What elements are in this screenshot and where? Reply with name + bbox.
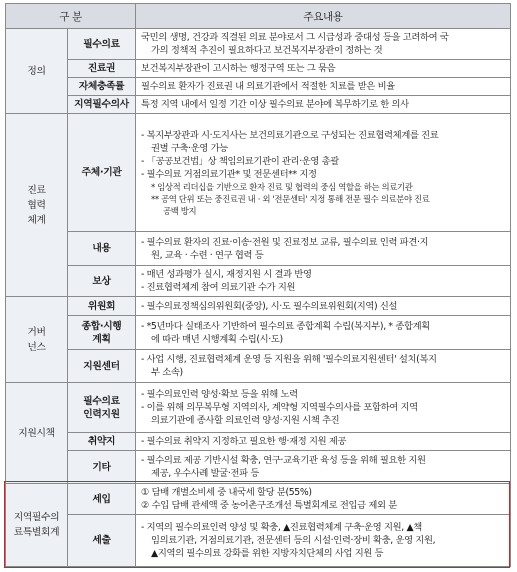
row-label: 위원회 — [68, 297, 136, 316]
table-row — [6, 383, 511, 433]
category-network — [6, 114, 68, 297]
label-line: 계획 — [92, 333, 111, 345]
row-label: 지역필수의사 — [68, 96, 136, 114]
content-line: - 진료협력체계 참여 의료기관 수가 지원 — [141, 282, 296, 293]
policy-summary-document — [5, 3, 511, 567]
content-line: 제공, 우수사례 발굴·전파 등 — [151, 468, 259, 479]
row-content — [136, 316, 511, 350]
category-line: 진료 — [27, 184, 46, 196]
content-line: - *5년마다 실태조사 기반하여 필수의료 종합계획 수립(복지부), * 종합계획 — [141, 320, 430, 332]
content-line: 부 소속) — [151, 367, 183, 378]
row-content — [136, 350, 511, 383]
content-line: - 필수의료 제공 기반시설 확충, 연구·교육기관 육성 등을 위해 필요한 지원 — [141, 455, 426, 466]
row-label: 진료권 — [68, 60, 136, 78]
content-line: ① 담배 개별소비세 중 내국세 할당 분(55%) — [141, 487, 312, 498]
table-row — [6, 266, 511, 297]
content-line: - 지역의 필수의료인력 양성 및 확충, ▲진료협력체계 구축·운영 지원, ▲책 — [141, 522, 422, 533]
table-row — [6, 232, 511, 266]
table-row — [6, 316, 511, 350]
row-content — [136, 96, 511, 114]
content-line: 보건복지부장관이 고시하는 행정구역 또는 그 묶음 — [141, 63, 336, 74]
row-content — [136, 451, 511, 484]
content-line: ② 수입 담배 관세액 중 농어촌구조개선 특별회계로 전입금 제외 분 — [141, 500, 397, 511]
table-header-row — [6, 4, 511, 29]
table-row — [6, 78, 511, 96]
row-content — [136, 114, 511, 232]
row-label: 세입 — [68, 484, 136, 515]
footnote-line: * 임상적 리더십을 기반으로 환자 진료 및 협력의 중심 역할을 하는 의료기관 — [151, 181, 413, 192]
row-content — [136, 383, 511, 433]
content-line: - 이를 위해 의무복무형 지역의사, 계약형 지역필수의사를 포함하여 지역 — [141, 402, 418, 413]
table-row — [6, 451, 511, 484]
table-row — [6, 114, 511, 232]
content-line: 에 따라 매년 시행계획 수립(시·도) — [151, 333, 283, 345]
row-content — [136, 232, 511, 266]
label-line: 종합·시행 — [81, 320, 122, 332]
category-line: 체계 — [27, 214, 46, 226]
content-line: - 필수의료 환자의 진료·이송·전원 및 진료정보 교류, 필수의료 인력 파견·지 — [141, 236, 429, 248]
category-line: 료특별회계 — [13, 527, 60, 538]
content-line: 원, 교육 · 수련 · 연구 협력 등 — [151, 249, 264, 261]
footnote-line: 공백 방지 — [163, 205, 197, 216]
row-content — [136, 60, 511, 78]
content-line: - 필수의료 거점의료기관* 및 전문센터** 지정 — [141, 168, 317, 180]
content-line: ▲지역의 필수의료 강화를 위한 지방자치단체의 사업 지원 등 — [151, 548, 384, 559]
table-row — [6, 484, 511, 515]
label-line: 인력지원 — [83, 408, 120, 420]
footnote-line: ** 공역 단위 또는 중진료권 내 · 외 '전문센터' 지정 통해 전문 필수 의료분야 진료 — [151, 193, 430, 204]
category-special-account — [6, 484, 68, 567]
content-line: 임의료기관, 거점의료기관, 전문센터 등의 시설·인력·장비 확충, 운영 지원, — [151, 535, 436, 546]
label-line: 필수의료 — [83, 395, 120, 407]
row-label: 세출 — [68, 515, 136, 567]
table-row — [6, 515, 511, 567]
row-label: 기타 — [68, 451, 136, 484]
content-line: 가의 정책적 추진이 필요하다고 보건복지부장관이 정하는 것 — [151, 45, 383, 56]
content-line: - 복지부장관과 시·도지사는 보건의료기관으로 구성되는 진료협력체계를 진료 — [141, 129, 439, 141]
row-label: 필수의료 — [68, 29, 136, 60]
table-row — [6, 433, 511, 451]
row-label: 자체충족률 — [68, 78, 136, 96]
row-content — [136, 297, 511, 316]
row-label: 내용 — [68, 232, 136, 266]
category-governance — [6, 297, 68, 383]
content-line: - 사업 시행, 진료협력체계 운영 등 지원을 위해 '필수의료지원센터' 설치(복지 — [141, 354, 437, 365]
content-line: - 필수의료 취약지 지정하고 필요한 행·재정 지원 제공 — [141, 436, 347, 447]
header-content: 주요내용 — [136, 4, 511, 29]
table-row — [6, 29, 511, 60]
content-line: 의료기관에 종사할 의료인력 양성·지원 시책 추진 — [151, 415, 340, 426]
table-row — [6, 350, 511, 383]
category-support: 지원시책 — [6, 383, 68, 484]
content-line: - 「공공보건법」상 책임의료기관이 관리·운영 총괄 — [141, 155, 339, 167]
row-content — [136, 484, 511, 515]
content-line: 권별 구축·운영 가능 — [151, 142, 228, 154]
row-label: 보상 — [68, 266, 136, 297]
row-label — [68, 383, 136, 433]
content-line: 특정 지역 내에서 일정 기간 이상 필수의료 분야에 복무하기로 한 의사 — [141, 99, 409, 110]
category-line: 넌스 — [27, 341, 46, 353]
content-line: - 필수의료인력 양성·확보 등을 위해 노력 — [141, 389, 298, 400]
category-definition: 정의 — [6, 29, 68, 114]
content-line: 필수의료 환자가 진료권 내 의료기관에서 적절한 치료를 받은 비율 — [141, 81, 395, 92]
category-line: 지역필수의 — [13, 512, 60, 523]
category-line: 거버 — [27, 326, 46, 338]
row-label: 취약지 — [68, 433, 136, 451]
row-content — [136, 78, 511, 96]
row-label: 주체·기관 — [68, 114, 136, 232]
policy-summary-table — [5, 3, 511, 567]
row-content — [136, 433, 511, 451]
table-row — [6, 297, 511, 316]
table-row — [6, 96, 511, 114]
table-row — [6, 60, 511, 78]
content-line: - 필수의료정책심의위원회(중앙), 시·도 필수의료위원회(지역) 신설 — [141, 300, 398, 312]
content-line: - 매년 성과평가 실시, 재정지원 시 결과 반영 — [141, 269, 312, 280]
header-category: 구 분 — [6, 4, 136, 29]
row-label — [68, 316, 136, 350]
category-line: 협력 — [27, 199, 46, 211]
row-label: 지원센터 — [68, 350, 136, 383]
content-line: 국민의 생명, 건강과 직결된 의료 분야로서 그 시급성과 중대성 등을 고려하여 국 — [141, 32, 449, 43]
row-content — [136, 266, 511, 297]
row-content — [136, 29, 511, 60]
row-content — [136, 515, 511, 567]
